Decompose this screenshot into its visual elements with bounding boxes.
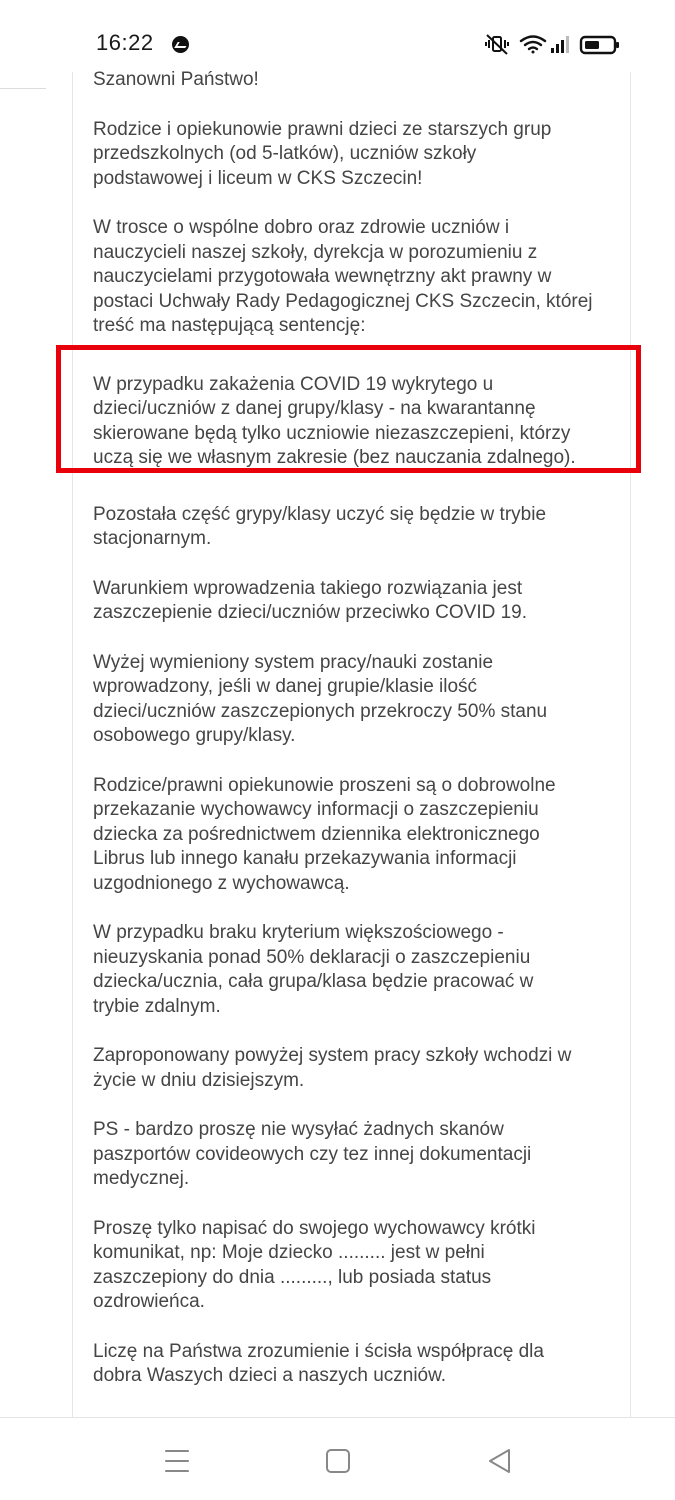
status-time: 16:22 xyxy=(96,30,154,55)
menu-icon[interactable] xyxy=(162,1446,192,1476)
paragraph-majority-criterion: W przypadku braku kryterium większościowego - nieuzyskania ponad 50% deklaracji o zaszczepieniu dziecka/ucznia, cała grupa/klasa będzie pracować w trybie zdalnym. xyxy=(93,922,534,1017)
messenger-icon xyxy=(172,36,189,53)
paragraph-parents-request: Rodzice/prawni opiekunowie proszeni są o dobrowolne przekazanie wychowawcy informacji o zaszczepieniu dziecka za pośrednictwem dziennika elektronicznego Librus lub innego kanału przekazywania informacji uzgodnionego z wychowawcą. xyxy=(93,774,556,894)
status-bar xyxy=(0,0,675,72)
navigation-bar xyxy=(0,1418,675,1500)
paragraph-effective-date: Zaproponowany powyżej system pracy szkoły wchodzi w życie w dniu dzisiejszym. xyxy=(93,1045,572,1091)
battery-icon xyxy=(581,37,619,53)
paragraph-ps: PS - bardzo proszę nie wysyłać żadnych skanów paszportów covideowych czy tez innej dokumentacji medycznej. xyxy=(93,1119,532,1189)
back-icon[interactable] xyxy=(485,1446,515,1476)
paragraph-stationary: Pozostała część grypy/klasy uczyć się będzie w trybie stacjonarnym. xyxy=(93,503,547,549)
home-icon[interactable] xyxy=(323,1446,353,1476)
status-icons xyxy=(485,32,635,56)
mute-vibrate-icon xyxy=(486,35,508,54)
signal-icon xyxy=(551,36,569,53)
red-highlight-box xyxy=(56,345,641,473)
wifi-icon xyxy=(521,37,545,54)
paragraph-quarantine-rule: W przypadku zakażenia COVID 19 wykrytego u dzieci/uczniów z danej grupy/klasy - na kwarantannę skierowane będą tylko uczniowie niezaszczepieni, którzy uczą się we własnym zakresie (bez nauczania zdalnego). xyxy=(93,373,576,468)
paragraph-condition: Warunkiem wprowadzenia takiego rozwiązania jest zaszczepienie dzieci/uczniów przeciwko COVID 19. xyxy=(93,577,528,623)
message-body xyxy=(93,68,638,1389)
paragraph-greeting: Szanowni Państwo! xyxy=(93,69,259,90)
content-border-left xyxy=(72,72,73,1417)
status-icons-svg xyxy=(485,32,635,56)
paragraph-threshold: Wyżej wymieniony system pracy/nauki zostanie wprowadzony, jeśli w danej grupie/klasie ilość dzieci/uczniów zaszczepionych przekroczy 50% stanu osobowego grupy/klasy. xyxy=(93,651,548,746)
paragraph-instructions: Proszę tylko napisać do swojego wychowawcy krótki komunikat, np: Moje dziecko ......... jest w pełni zaszczepiony do dnia ........., lub posiada status ozdrowieńca. xyxy=(93,1217,536,1312)
paragraph-closing: Liczę na Państwa zrozumienie i ścisła współpracę dla dobra Waszych dzieci a naszych uczniów. xyxy=(93,1340,544,1386)
paragraph-addressees: Rodzice i opiekunowie prawni dzieci ze starszych grup przedszkolnych (od 5-latków), uczniów szkoły podstawowej i liceum w CKS Szczecin! xyxy=(93,118,552,189)
paragraph-intro: W trosce o wspólne dobro oraz zdrowie uczniów i nauczycieli naszej szkoły, dyrekcja w porozumieniu z nauczycielami przygotowała wewnętrzny akt prawny w postaci Uchwały Rady Pedagogicznej CKS Szczecin, której treść ma następującą sentencję: xyxy=(93,217,593,336)
left-panel-divider xyxy=(0,88,46,89)
